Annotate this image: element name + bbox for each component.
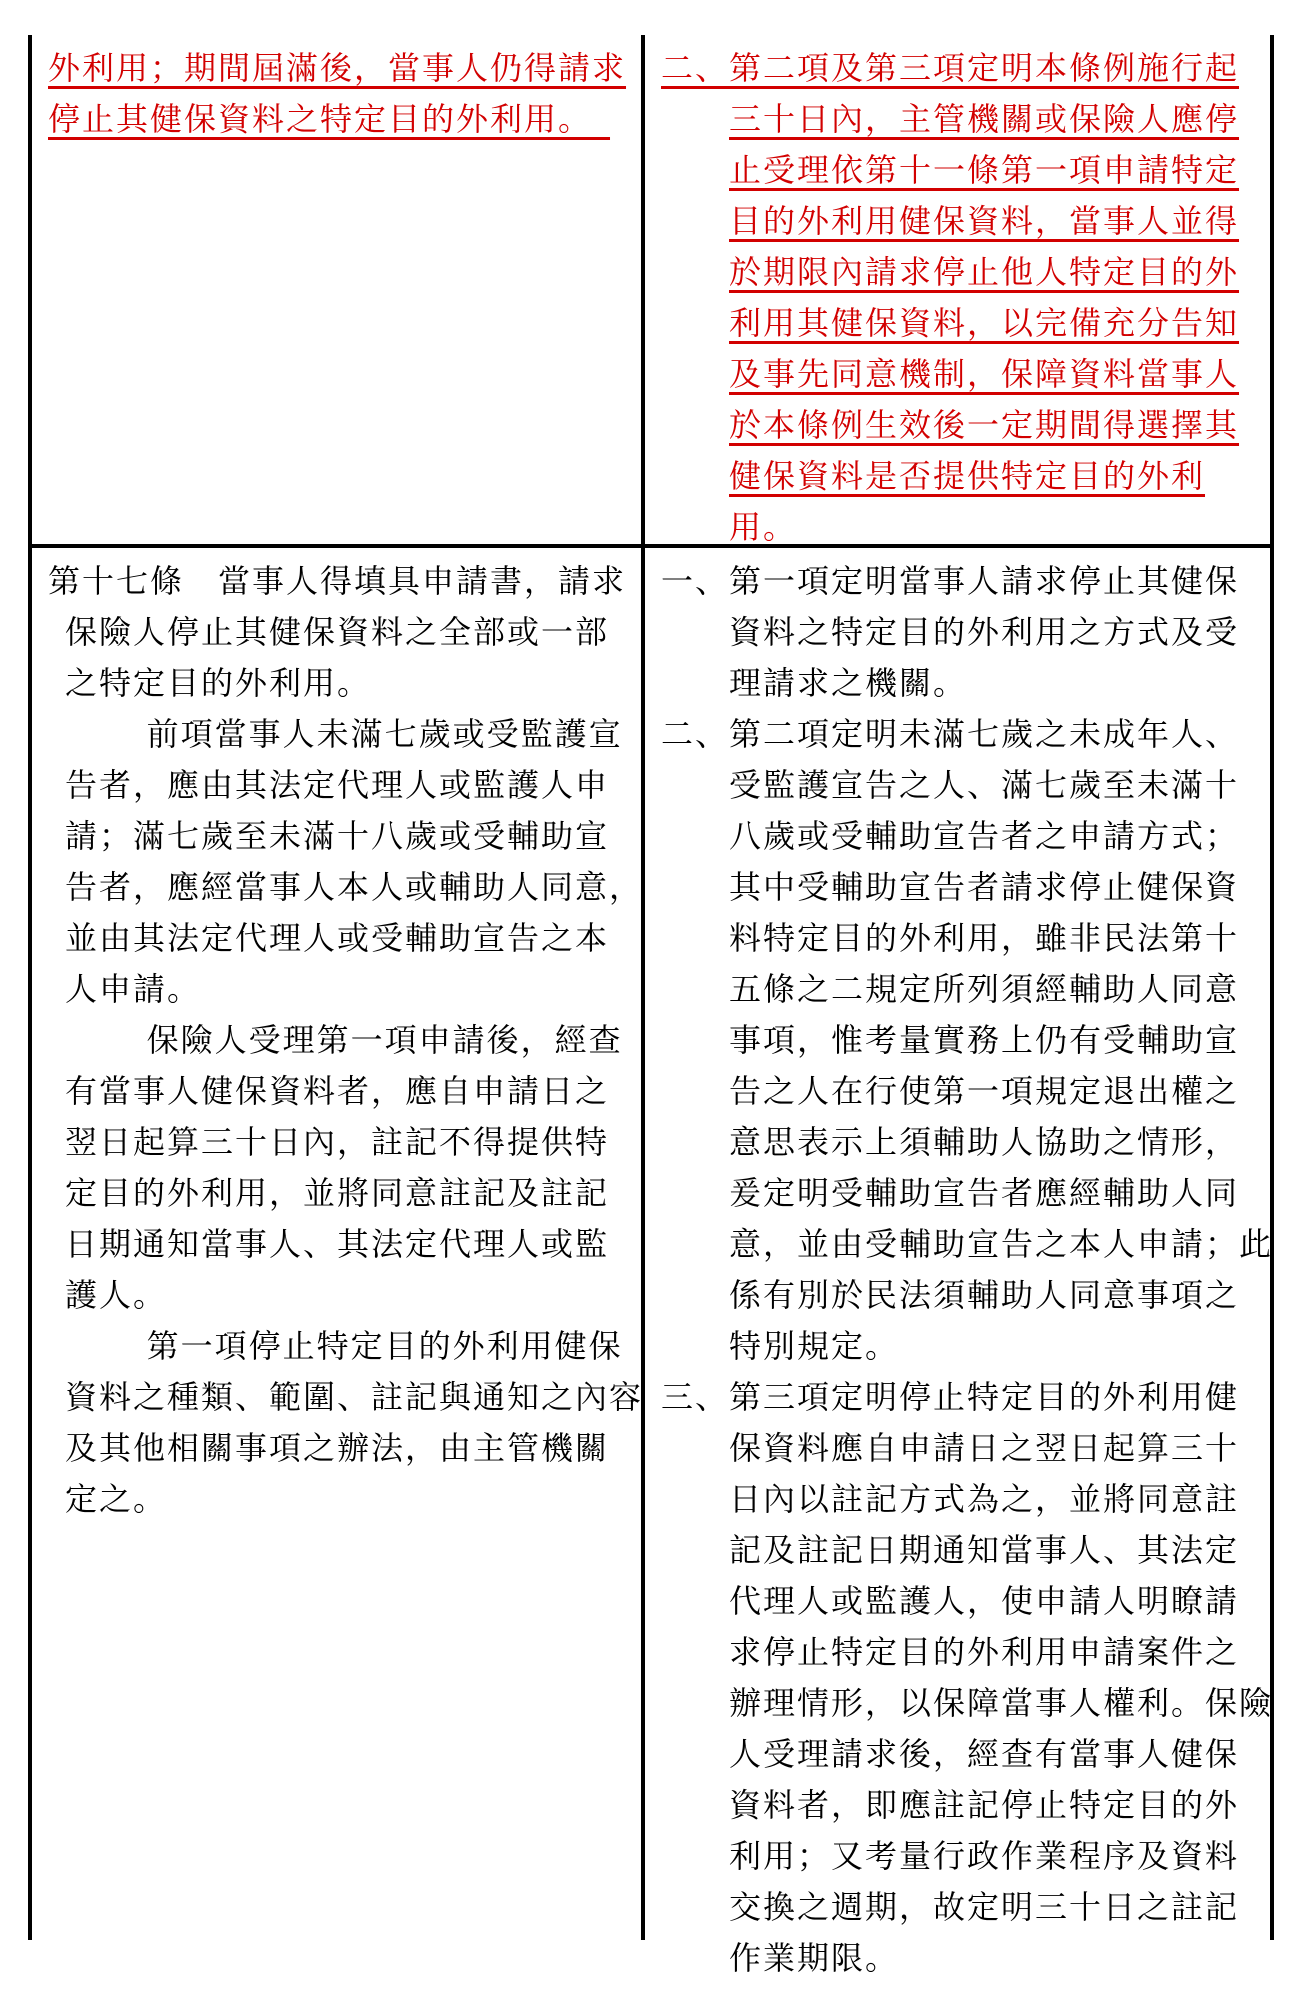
text-line — [48, 607, 635, 658]
text-line — [661, 247, 1260, 298]
text: 及其他相關事項之辦法，由主管機關 — [65, 1429, 610, 1467]
underlined-text: 於本條例生效後一定期間得選擇其 — [729, 406, 1240, 444]
provision-cell-row2 — [32, 548, 645, 1940]
text-line — [661, 1933, 1260, 1984]
text-line — [661, 607, 1260, 658]
text: 保險人受理第一項申請後，經查 — [146, 1021, 623, 1059]
text: 資料之種類、範圍、註記與通知之內容 — [65, 1378, 644, 1416]
underlined-text: 三十日內，主管機關或保險人應停 — [729, 100, 1240, 138]
text-line — [661, 556, 1260, 607]
text: 告者，應由其法定代理人或監護人申 — [65, 766, 610, 804]
text: 之特定目的外利用。 — [65, 664, 372, 702]
text-line — [48, 1117, 635, 1168]
text-line — [48, 811, 635, 862]
text: 第一項停止特定目的外利用健保 — [146, 1327, 623, 1365]
text-line — [48, 862, 644, 913]
text-line — [661, 811, 1260, 862]
text-line — [48, 1321, 635, 1372]
text: 特別規定。 — [729, 1327, 900, 1365]
text-line — [661, 451, 1260, 502]
text: 並由其法定代理人或受輔助宣告之本 — [65, 919, 610, 957]
text-line — [48, 1474, 635, 1525]
underlined-text: 健保資料是否提供特定目的外利 — [729, 457, 1206, 495]
text-line — [48, 1423, 635, 1474]
text-line — [661, 1780, 1260, 1831]
text-line — [661, 1423, 1260, 1474]
text: 爰定明受輔助宣告者應經輔助人同 — [729, 1174, 1240, 1212]
underlined-text: 及事先同意機制，保障資料當事人 — [729, 355, 1240, 393]
text: 資料之特定目的外利用之方式及受 — [729, 613, 1240, 651]
underlined-text: 目的外利用健保資料，當事人並得 — [729, 202, 1240, 240]
text-line — [48, 658, 635, 709]
comparison-table — [28, 35, 1274, 1977]
text: 人申請。 — [65, 970, 202, 1008]
explanation-cell-row2 — [645, 548, 1274, 1977]
text-line — [661, 658, 1260, 709]
text: 利用；又考量行政作業程序及資料 — [729, 1837, 1240, 1875]
text-line — [661, 1474, 1260, 1525]
text-line — [48, 964, 635, 1015]
text-line — [661, 94, 1260, 145]
text: 五條之二規定所列須經輔助人同意 — [729, 970, 1240, 1008]
text: 翌日起算三十日內，註記不得提供特 — [65, 1123, 610, 1161]
text-line — [661, 1576, 1260, 1627]
text: 有當事人健保資料者，應自申請日之 — [65, 1072, 610, 1110]
text: 前項當事人未滿七歲或受監護宣 — [146, 715, 623, 753]
text: 告者，應經當事人本人或輔助人同意， — [65, 868, 644, 906]
text-line — [48, 556, 635, 607]
table-row-article-17 — [32, 548, 1274, 1977]
underlined-text: 利用其健保資料，以完備充分告知 — [729, 304, 1240, 342]
text: 其中受輔助宣告者請求停止健保資 — [729, 868, 1240, 906]
text: 記及註記日期通知當事人、其法定 — [729, 1531, 1240, 1569]
text: 係有別於民法須輔助人同意事項之 — [729, 1276, 1240, 1314]
text-line — [661, 298, 1260, 349]
text-line — [661, 964, 1260, 1015]
text-line — [661, 1066, 1260, 1117]
text-line — [48, 1270, 635, 1321]
text-line — [661, 1168, 1260, 1219]
text-line — [48, 760, 635, 811]
text-line — [661, 400, 1260, 451]
text-line — [48, 1168, 635, 1219]
text: 一、第一項定明當事人請求停止其健保 — [661, 562, 1240, 600]
text-line — [48, 1372, 644, 1423]
text: 辦理情形，以保障當事人權利。保險 — [729, 1684, 1274, 1722]
text-line — [661, 349, 1260, 400]
text-line — [661, 760, 1260, 811]
text-line — [661, 1882, 1260, 1933]
text-line — [48, 94, 635, 145]
text-line — [48, 1066, 635, 1117]
text: 日內以註記方式為之，並將同意註 — [729, 1480, 1240, 1518]
text-line — [48, 43, 635, 94]
text: 意，並由受輔助宣告之本人申請；此 — [729, 1225, 1274, 1263]
underlined-text: 二、第二項及第三項定明本條例施行起 — [661, 49, 1240, 87]
text: 理請求之機關。 — [729, 664, 968, 702]
text-line — [48, 1015, 635, 1066]
text: 求停止特定目的外利用申請案件之 — [729, 1633, 1240, 1671]
text-line — [661, 1219, 1274, 1270]
table-row-carryover — [32, 35, 1270, 548]
text: 日期通知當事人、其法定代理人或監 — [65, 1225, 610, 1263]
underlined-text: 用。 — [729, 508, 798, 546]
text: 意思表示上須輔助人協助之情形， — [729, 1123, 1240, 1161]
text: 八歲或受輔助宣告者之申請方式； — [729, 817, 1240, 855]
text: 代理人或監護人，使申請人明瞭請 — [729, 1582, 1240, 1620]
text: 三、第三項定明停止特定目的外利用健 — [661, 1378, 1240, 1416]
text-line — [661, 1321, 1260, 1372]
text-line — [661, 1627, 1260, 1678]
text-line — [661, 1729, 1260, 1780]
text-line — [661, 1525, 1260, 1576]
provision-cell-row1 — [32, 35, 645, 544]
text: 請；滿七歲至未滿十八歲或受輔助宣 — [65, 817, 610, 855]
text: 二、第二項定明未滿七歲之未成年人、 — [661, 715, 1240, 753]
text: 交換之週期，故定明三十日之註記 — [729, 1888, 1240, 1926]
underlined-text: 止受理依第十一條第一項申請特定 — [729, 151, 1240, 189]
text-line — [661, 1117, 1260, 1168]
text-line — [661, 913, 1260, 964]
underlined-text: 停止其健保資料之特定目的外利用。 — [48, 100, 611, 138]
text: 告之人在行使第一項規定退出權之 — [729, 1072, 1240, 1110]
text: 事項，惟考量實務上仍有受輔助宣 — [729, 1021, 1240, 1059]
text-line — [661, 1270, 1260, 1321]
text-line — [661, 43, 1260, 94]
text-line — [48, 1219, 635, 1270]
text: 保資料應自申請日之翌日起算三十 — [729, 1429, 1240, 1467]
text: 定目的外利用，並將同意註記及註記 — [65, 1174, 610, 1212]
text: 料特定目的外利用，雖非民法第十 — [729, 919, 1240, 957]
text-line — [661, 1015, 1260, 1066]
explanation-cell-row1 — [645, 35, 1266, 544]
text: 保險人停止其健保資料之全部或一部 — [65, 613, 610, 651]
text-line — [661, 1831, 1260, 1882]
text: 資料者，即應註記停止特定目的外 — [729, 1786, 1240, 1824]
text-line — [661, 1372, 1260, 1423]
text-line — [48, 709, 635, 760]
text-line — [661, 862, 1260, 913]
text-line — [661, 145, 1260, 196]
text-line — [661, 709, 1260, 760]
text-line — [661, 196, 1260, 247]
text-line — [48, 913, 635, 964]
text-line — [661, 1678, 1274, 1729]
text: 護人。 — [65, 1276, 168, 1314]
text: 受監護宣告之人、滿七歲至未滿十 — [729, 766, 1240, 804]
text: 第十七條 當事人得填具申請書，請求 — [48, 562, 627, 600]
underlined-text: 外利用；期間屆滿後，當事人仍得請求 — [48, 49, 627, 87]
text: 人受理請求後，經查有當事人健保 — [729, 1735, 1240, 1773]
text-line — [661, 502, 1260, 548]
text: 定之。 — [65, 1480, 168, 1518]
underlined-text: 於期限內請求停止他人特定目的外 — [729, 253, 1240, 291]
text: 作業期限。 — [729, 1939, 900, 1977]
